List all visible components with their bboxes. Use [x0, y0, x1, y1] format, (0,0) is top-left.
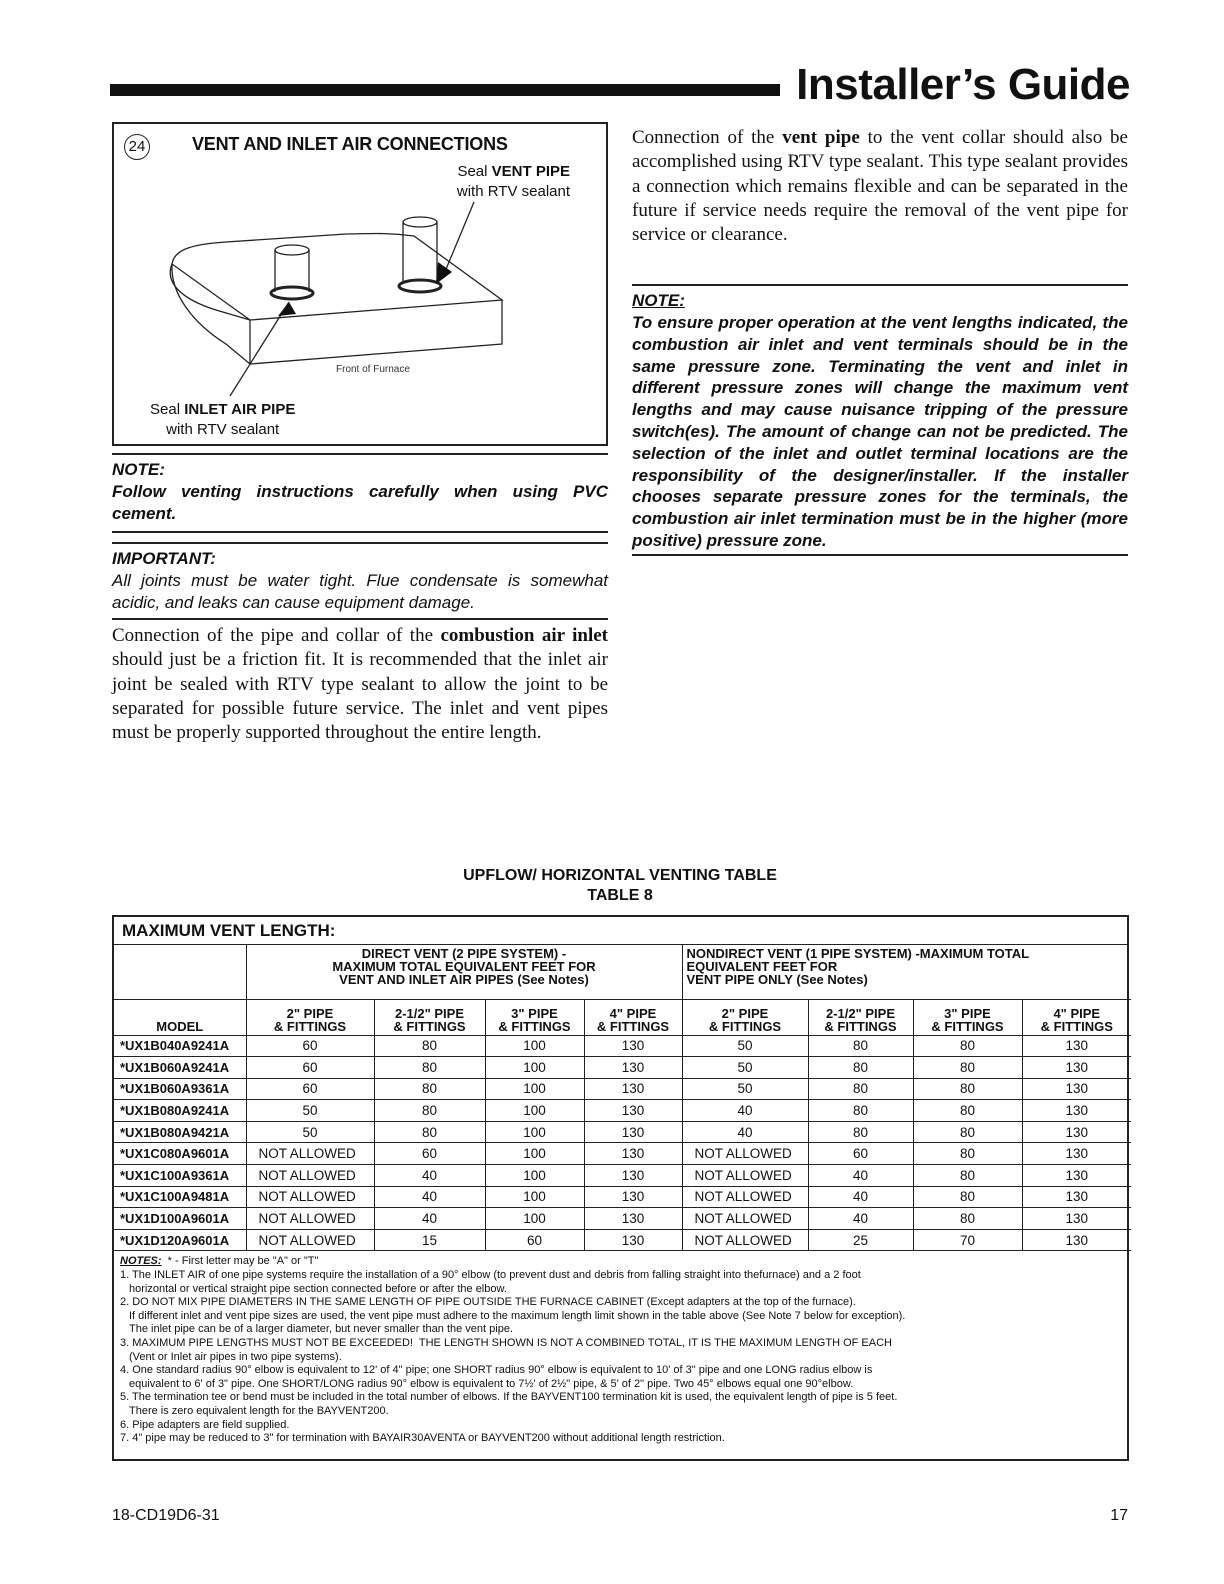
table-row — [114, 1165, 1131, 1187]
vent-length-cell: 100 — [485, 1078, 584, 1100]
table-note-line: If different inlet and vent pipe sizes are used, the vent pipe must adhere to the maximum length limit shown in the table above (See Note 7 below for exception). — [129, 1309, 906, 1322]
vent-length-cell: NOT ALLOWED — [246, 1229, 374, 1251]
para-left-bold: combustion air inlet — [440, 625, 608, 646]
pipe-size-header-line: 4" PIPE — [609, 1005, 657, 1021]
vent-length-cell: 40 — [808, 1208, 913, 1230]
vent-length-cell: 80 — [913, 1186, 1022, 1208]
vent-length-cell: 130 — [584, 1165, 682, 1187]
vent-length-cell: NOT ALLOWED — [682, 1208, 808, 1230]
pipe-size-header-line: & FITTINGS — [824, 1018, 897, 1034]
pipe-size-header — [913, 999, 1022, 1035]
vent-length-cell: 130 — [584, 1100, 682, 1122]
vent-length-cell: 130 — [584, 1229, 682, 1251]
table-row — [114, 1121, 1131, 1143]
note-heading: NOTE: — [112, 460, 165, 479]
table-note-line: 5. The termination tee or bend must be included in the total number of elbows. If the BAYVENT100 termination kit is used, the equivalent length of pipe is 5 feet. — [120, 1391, 898, 1404]
pipe-size-header-line: & FITTINGS — [393, 1018, 466, 1034]
vent-length-cell: 130 — [584, 1078, 682, 1100]
vent-length-cell: NOT ALLOWED — [682, 1186, 808, 1208]
vent-length-cell: 100 — [485, 1208, 584, 1230]
pipe-size-header-line: & FITTINGS — [498, 1018, 571, 1034]
vent-length-cell: 130 — [584, 1143, 682, 1165]
inlet-pipe-label-line2: with RTV sealant — [166, 421, 280, 438]
notes-heading: NOTES: — [120, 1255, 162, 1268]
note-pressure-zone — [632, 284, 1128, 556]
vent-length-cell: NOT ALLOWED — [246, 1165, 374, 1187]
table-title-line2: TABLE 8 — [587, 887, 653, 904]
important-heading: IMPORTANT: — [112, 549, 216, 568]
table-note-line: 3. MAXIMUM PIPE LENGTHS MUST NOT BE EXCEEDED! THE LENGTH SHOWN IS NOT A COMBINED TOTAL, IT IS THE MAXIMUM LENGTH OF EACH — [120, 1337, 892, 1349]
vent-length-cell: 80 — [913, 1100, 1022, 1122]
pipe-size-header — [584, 999, 682, 1035]
table-note-line: 2. DO NOT MIX PIPE DIAMETERS IN THE SAME LENGTH OF PIPE OUTSIDE THE FURNACE CABINET (Except adapters at the top of the furnace). — [120, 1296, 856, 1309]
nondirect-vent-line2: EQUIVALENT FEET FOR — [686, 959, 838, 974]
vent-length-cell: 130 — [1022, 1100, 1131, 1122]
pipe-size-header-line: & FITTINGS — [708, 1018, 782, 1034]
page-header — [110, 62, 1130, 108]
table-row — [114, 1100, 1131, 1122]
vent-length-cell: 100 — [485, 1143, 584, 1165]
figure-number: 24 — [124, 134, 150, 160]
vent-length-cell: 40 — [374, 1186, 485, 1208]
vent-length-cell: 50 — [246, 1121, 374, 1143]
vent-length-cell: 50 — [246, 1100, 374, 1122]
vent-pipe-label — [457, 162, 570, 202]
pipe-size-header-line: & FITTINGS — [596, 1018, 670, 1034]
vent-length-cell: 80 — [808, 1100, 913, 1122]
vent-length-cell: 40 — [374, 1165, 485, 1187]
vent-length-cell: 60 — [246, 1078, 374, 1100]
table-note-line: (Vent or Inlet air pipes in two pipe systems). — [129, 1350, 342, 1363]
pipe-size-header-line: 3" PIPE — [944, 1005, 991, 1021]
vent-length-cell: 130 — [1022, 1208, 1131, 1230]
vent-length-cell: 60 — [246, 1035, 374, 1057]
vent-length-cell: 60 — [246, 1057, 374, 1079]
vent-length-cell: 60 — [374, 1143, 485, 1165]
model-cell: *UX1D100A9601A — [114, 1208, 246, 1230]
model-cell: *UX1B060A9361A — [114, 1078, 246, 1100]
vent-length-cell: 80 — [374, 1121, 485, 1143]
vent-length-cell: 80 — [913, 1208, 1022, 1230]
table-note-line: horizontal or vertical straight pipe section connected before or after the elbow. — [129, 1282, 507, 1295]
figure-title: VENT AND INLET AIR CONNECTIONS — [192, 134, 508, 154]
vent-length-cell: 100 — [485, 1121, 584, 1143]
notes-first-row — [120, 1255, 1127, 1269]
table-note-line: 7. 4" pipe may be reduced to 3" for termination with BAYAIR30AVENTA or BAYVENT200 without additional length restriction. — [120, 1432, 725, 1445]
vent-length-cell: NOT ALLOWED — [246, 1186, 374, 1208]
pipe-size-header-line: 2-1/2" PIPE — [825, 1005, 896, 1021]
table-title — [112, 866, 1128, 906]
vent-length-cell: 130 — [1022, 1186, 1131, 1208]
table-note-line: 1. The INLET AIR of one pipe systems require the installation of a 90° elbow (to prevent dust and debris from falling straight into thefurnace) and a 2 foot — [120, 1269, 861, 1282]
note-pvc — [112, 453, 608, 533]
pipe-size-header-line: 3" PIPE — [511, 1005, 558, 1021]
table-row — [114, 1229, 1131, 1251]
vent-length-cell: 130 — [584, 1186, 682, 1208]
model-cell: *UX1C100A9481A — [114, 1186, 246, 1208]
important-body: All joints must be water tight. Flue condensate is somewhat acidic, and leaks can cause equipment damage. — [112, 571, 608, 612]
figure-24 — [112, 122, 608, 446]
pipe-size-header-line: 2" PIPE — [721, 1005, 769, 1021]
vent-length-cell: 80 — [808, 1057, 913, 1079]
para-right-text-1: Connection of the — [632, 127, 783, 148]
venting-grid — [114, 945, 1131, 1251]
vent-length-cell: 80 — [913, 1165, 1022, 1187]
table-note-line: equivalent to 6' of 3" pipe. One SHORT/LONG radius 90° elbow is equivalent to 7½' of 2½" pipe, & 5' of 2" pipe. Two 45° elbows equal one 90°elbow. — [129, 1377, 854, 1390]
table-note-line: 4. One standard radius 90° elbow is equivalent to 12' of 4" pipe; one SHORT radius 90° elbow is equivalent to 10' of 3" pipe and one LONG radius elbow is — [120, 1364, 873, 1377]
pipe-size-header-line: & FITTINGS — [931, 1018, 1004, 1034]
vent-pipe-label-bold: VENT PIPE — [491, 163, 570, 180]
inlet-pipe-label-bold: INLET AIR PIPE — [184, 401, 296, 418]
vent-length-cell: NOT ALLOWED — [246, 1208, 374, 1230]
vent-length-cell: 80 — [913, 1121, 1022, 1143]
para-right-bold: vent pipe — [782, 127, 860, 148]
para-left-text-1: Connection of the pipe and collar of the — [112, 625, 441, 646]
pipe-size-header-line: 2-1/2" PIPE — [394, 1005, 465, 1021]
vent-length-cell: 80 — [374, 1100, 485, 1122]
vent-length-cell: 100 — [485, 1165, 584, 1187]
direct-vent-line1: DIRECT VENT (2 PIPE SYSTEM) - — [361, 946, 567, 961]
model-cell: *UX1C100A9361A — [114, 1165, 246, 1187]
model-cell: *UX1B060A9241A — [114, 1057, 246, 1079]
model-column-header: MODEL — [114, 999, 246, 1035]
vent-length-cell: 100 — [485, 1035, 584, 1057]
vent-length-cell: NOT ALLOWED — [682, 1165, 808, 1187]
vent-length-cell: 50 — [682, 1035, 808, 1057]
vent-length-cell: 130 — [1022, 1165, 1131, 1187]
paragraph-combustion-air — [112, 624, 608, 745]
vent-length-cell: 80 — [913, 1143, 1022, 1165]
vent-length-cell: 50 — [682, 1057, 808, 1079]
vent-length-cell: 130 — [1022, 1035, 1131, 1057]
table-row — [114, 1078, 1131, 1100]
vent-length-cell: 80 — [913, 1035, 1022, 1057]
pipe-size-header-line: 2" PIPE — [286, 1005, 334, 1021]
vent-length-cell: 40 — [682, 1100, 808, 1122]
header-rule — [110, 84, 780, 96]
vent-length-cell: NOT ALLOWED — [246, 1143, 374, 1165]
vent-length-cell: NOT ALLOWED — [682, 1229, 808, 1251]
vent-length-cell: 80 — [913, 1078, 1022, 1100]
vent-length-cell: 40 — [374, 1208, 485, 1230]
direct-vent-line2: MAXIMUM TOTAL EQUIVALENT FEET FOR — [332, 959, 596, 974]
vent-length-cell: 25 — [808, 1229, 913, 1251]
inlet-pipe-label — [150, 400, 295, 440]
table-note-line: The inlet pipe can be of a larger diameter, but never smaller than the vent pipe. — [129, 1323, 514, 1336]
vent-length-cell: 80 — [808, 1121, 913, 1143]
direct-vent-header — [246, 945, 682, 999]
important-box — [112, 542, 608, 620]
vent-length-cell: 80 — [808, 1078, 913, 1100]
vent-length-cell: 80 — [374, 1057, 485, 1079]
direct-vent-line3: VENT AND INLET AIR PIPES (See Notes) — [339, 972, 589, 987]
table-row — [114, 1208, 1131, 1230]
table-note-line: 6. Pipe adapters are field supplied. — [120, 1418, 290, 1431]
model-cell: *UX1B080A9421A — [114, 1121, 246, 1143]
vent-length-cell: 130 — [1022, 1143, 1131, 1165]
table-row — [114, 1186, 1131, 1208]
vent-length-cell: 130 — [584, 1208, 682, 1230]
vent-length-cell: 80 — [374, 1078, 485, 1100]
vent-length-cell: 80 — [374, 1035, 485, 1057]
nondirect-vent-header — [682, 945, 1131, 999]
pipe-size-header — [1022, 999, 1131, 1035]
vent-length-cell: 130 — [584, 1035, 682, 1057]
pipe-size-header — [808, 999, 913, 1035]
vent-length-cell: 130 — [584, 1121, 682, 1143]
vent-length-cell: 100 — [485, 1057, 584, 1079]
table-row — [114, 1143, 1131, 1165]
table-row — [114, 1035, 1131, 1057]
model-cell: *UX1D120A9601A — [114, 1229, 246, 1251]
inlet-pipe-label-prefix: Seal — [150, 401, 185, 418]
vent-length-cell: 40 — [808, 1186, 913, 1208]
vent-length-cell: 100 — [485, 1100, 584, 1122]
table-notes — [114, 1251, 1127, 1445]
table-header: MAXIMUM VENT LENGTH: — [114, 917, 1127, 945]
para-right-text-2: to the vent collar should also be accomplished using RTV type sealant. This type sealant provides a connection which remains flexible and can be separated in the future if service needs require the removal of the vent pipe for service or clearance. — [632, 127, 1128, 246]
vent-length-cell: 130 — [1022, 1121, 1131, 1143]
vent-length-cell: 70 — [913, 1229, 1022, 1251]
vent-pipe-label-line2: with RTV sealant — [456, 183, 570, 200]
table-note-line: There is zero equivalent length for the BAYVENT200. — [129, 1404, 389, 1417]
table-title-line1: UPFLOW/ HORIZONTAL VENTING TABLE — [463, 867, 777, 884]
model-cell: *UX1B080A9241A — [114, 1100, 246, 1122]
vent-length-cell: 80 — [808, 1035, 913, 1057]
vent-length-cell: 100 — [485, 1186, 584, 1208]
table-row — [114, 1057, 1131, 1079]
vent-length-cell: 80 — [913, 1057, 1022, 1079]
notes-first: * - First letter may be "A" or "T" — [161, 1255, 319, 1268]
vent-length-cell: 60 — [485, 1229, 584, 1251]
nondirect-vent-line1: NONDIRECT VENT (1 PIPE SYSTEM) -MAXIMUM TOTAL — [686, 946, 1030, 961]
vent-length-cell: 50 — [682, 1078, 808, 1100]
pipe-size-header-line: & FITTINGS — [273, 1018, 347, 1034]
page-title: Installer’s Guide — [796, 60, 1130, 109]
pipe-size-header — [682, 999, 808, 1035]
model-cell: *UX1B040A9241A — [114, 1035, 246, 1057]
note-right-body: To ensure proper operation at the vent lengths indicated, the combustion air inlet and vent terminals should be in the same pressure zone. Terminating the vent and inlet in different pressure zones will change the maximum vent lengths and may cause nuisance tripping of the pressure switch(es). The amount of change can not be predicted. The selection of the inlet and outlet terminal locations are the responsibility of the designer/installer. If the installer chooses separate pressure zones for the terminals, the combustion air inlet termination must be in the higher (more positive) pressure zone. — [632, 313, 1128, 550]
page-number: 17 — [1110, 1507, 1128, 1524]
front-of-furnace-label: Front of Furnace — [336, 364, 410, 375]
note-body: Follow venting instructions carefully when using PVC cement. — [112, 482, 608, 523]
pipe-size-header-line: & FITTINGS — [1040, 1018, 1113, 1034]
pipe-size-header — [374, 999, 485, 1035]
model-group-cell — [114, 945, 246, 999]
venting-table — [112, 915, 1129, 1461]
para-left-text-2: should just be a friction fit. It is recommended that the inlet air joint be sealed with RTV type sealant to allow the joint to be separated for possible future service. The inlet and vent pipes must be properly supported throughout the entire length. — [112, 649, 608, 744]
paragraph-vent-pipe — [632, 126, 1128, 247]
note-right-heading: NOTE: — [632, 291, 685, 310]
vent-pipe-label-prefix: Seal — [457, 163, 492, 180]
vent-length-cell: 40 — [808, 1165, 913, 1187]
vent-length-cell: 60 — [808, 1143, 913, 1165]
vent-length-cell: 40 — [682, 1121, 808, 1143]
vent-length-cell: 130 — [1022, 1229, 1131, 1251]
vent-length-cell: 130 — [1022, 1078, 1131, 1100]
vent-length-cell: NOT ALLOWED — [682, 1143, 808, 1165]
vent-length-cell: 15 — [374, 1229, 485, 1251]
nondirect-vent-line3: VENT PIPE ONLY (See Notes) — [686, 972, 868, 987]
doc-number: 18-CD19D6-31 — [112, 1507, 220, 1524]
pipe-size-header-line: 4" PIPE — [1053, 1005, 1101, 1021]
vent-length-cell: 130 — [584, 1057, 682, 1079]
vent-length-cell: 130 — [1022, 1057, 1131, 1079]
pipe-size-header — [485, 999, 584, 1035]
pipe-size-header — [246, 999, 374, 1035]
model-cell: *UX1C080A9601A — [114, 1143, 246, 1165]
